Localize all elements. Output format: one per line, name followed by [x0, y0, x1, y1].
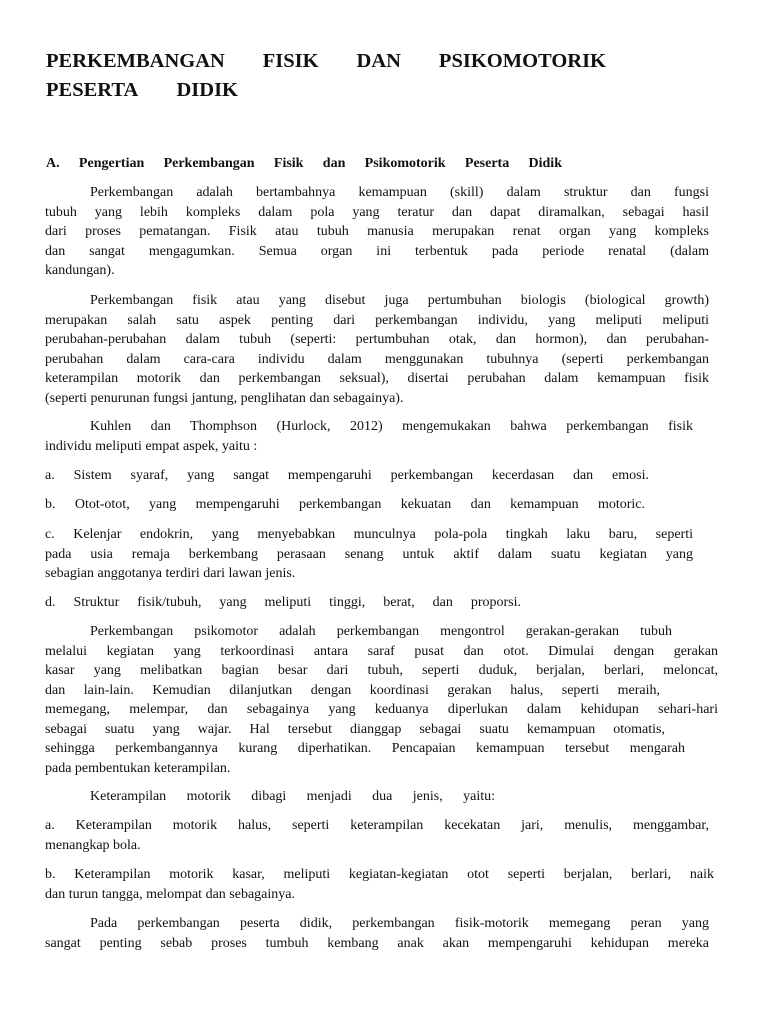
text-line: d. Struktur fisik/tubuh, yang meliputi tinggi, berat, dan proporsi. [45, 595, 521, 610]
text-line: menangkap bola. [45, 837, 141, 853]
text-line: Perkembangan fisik atau yang disebut juga pertumbuhan biologis (biological growth) [90, 293, 709, 308]
document-title-line-1: PERKEMBANGAN FISIK DAN PSIKOMOTORIK [46, 50, 606, 72]
text-line: sangat penting sebab proses tumbuh kembang anak akan mempengaruhi kehidupan mereka [45, 935, 709, 951]
text-line: Pada perkembangan peserta didik, perkembangan fisik-motorik memegang peran yang [90, 916, 709, 931]
text-line: a. Keterampilan motorik halus, seperti keterampilan kecekatan jari, menulis, menggambar, [45, 818, 709, 833]
text-line: b. Otot-otot, yang mempengaruhi perkembangan kekuatan dan kemampuan motoric. [45, 497, 645, 512]
paragraph-perkembangan [45, 183, 709, 281]
list-item-a [45, 466, 649, 486]
document-title-line-2: PESERTA DIDIK [46, 79, 238, 101]
list-item-b [45, 495, 645, 515]
text-line: melalui kegiatan yang terkoordinasi antara saraf pusat dan otot. Dimulai dengan gerakan [45, 643, 718, 659]
section-heading: A. Pengertian Perkembangan Fisik dan Psikomotorik Peserta Didik [46, 156, 562, 171]
list-item-motorik-halus [45, 816, 709, 855]
text-line: kasar yang melibatkan bagian besar dari tubuh, seperti duduk, berjalan, berlari, meloncat, [45, 663, 718, 678]
text-line: Keterampilan motorik dibagi menjadi dua jenis, yaitu: [90, 789, 495, 804]
text-line: perubahan-perubahan dalam tubuh (seperti: pertumbuhan otak, dan hormon), dan perubahan- [45, 332, 709, 347]
list-item-c [45, 525, 693, 584]
text-line: sebagai suatu yang wajar. Hal tersebut dianggap sebagai suatu kemampuan otomatis, [45, 721, 665, 737]
text-line: pada pembentukan keterampilan. [45, 760, 231, 776]
paragraph-keterampilan-intro [45, 787, 495, 807]
text-line: keterampilan motorik dan perkembangan seksual), disertai perubahan dalam kemampuan fisik [45, 371, 709, 386]
text-line: dan lain-lain. Kemudian dilanjutkan dengan koordinasi gerakan halus, seperti meraih, [45, 682, 660, 698]
text-line: individu meliputi empat aspek, yaitu : [45, 438, 258, 454]
text-line: pada usia remaja berkembang perasaan senang untuk aktif dalam suatu kegiatan yang [45, 546, 693, 562]
list-item-motorik-kasar [45, 865, 714, 904]
text-line: c. Kelenjar endokrin, yang menyebabkan munculnya pola-pola tingkah laku baru, seperti [45, 527, 693, 542]
paragraph-kuhlen [45, 417, 693, 456]
text-line: dan turun tangga, melompat dan sebagainya. [45, 886, 295, 902]
text-line: sehingga perkembangannya kurang diperhatikan. Pencapaian kemampuan tersebut mengarah [45, 741, 685, 756]
text-line: b. Keterampilan motorik kasar, meliputi kegiatan-kegiatan otot seperti berjalan, berlari, naik [45, 867, 714, 882]
paragraph-psikomotor [45, 622, 718, 778]
text-line: dari proses pematangan. Fisik atau tubuh manusia merupakan renat organ yang kompleks [45, 224, 709, 239]
text-line: merupakan salah satu aspek penting dari perkembangan individu, yang meliputi meliputi [45, 312, 709, 328]
text-line: (seperti penurunan fungsi jantung, penglihatan dan sebagainya). [45, 390, 404, 406]
text-line: perubahan dalam cara-cara individu dalam menggunakan tubuhnya (seperti perkembangan [45, 351, 709, 367]
text-line: dan sangat mengagumkan. Semua organ ini terbentuk pada periode renatal (dalam [45, 243, 709, 259]
paragraph-perkembangan-fisik [45, 291, 709, 408]
text-line: a. Sistem syaraf, yang sangat mempengaruhi perkembangan kecerdasan dan emosi. [45, 468, 649, 483]
text-line: sebagian anggotanya terdiri dari lawan jenis. [45, 566, 296, 581]
paragraph-peserta-didik [45, 914, 709, 953]
text-line: kandungan). [45, 263, 115, 278]
text-line: tubuh yang lebih kompleks dalam pola yang teratur dan dapat diramalkan, sebagai hasil [45, 204, 709, 220]
text-line: Perkembangan adalah bertambahnya kemampuan (skill) dalam struktur dan fungsi [90, 185, 709, 200]
text-line: Perkembangan psikomotor adalah perkembangan mengontrol gerakan-gerakan tubuh [90, 624, 672, 639]
text-line: Kuhlen dan Thomphson (Hurlock, 2012) mengemukakan bahwa perkembangan fisik [90, 419, 693, 434]
text-line: memegang, melempar, dan sebagainya yang keduanya diperlukan dalam kehidupan sehari-hari [45, 702, 718, 717]
list-item-d [45, 593, 521, 613]
